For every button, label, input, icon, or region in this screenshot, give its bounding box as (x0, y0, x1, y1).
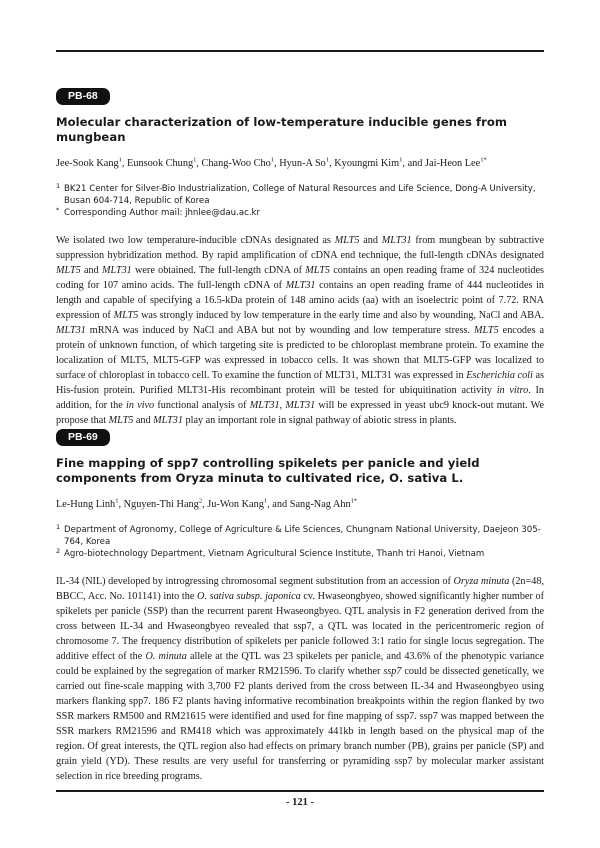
italic-term: O. minuta (145, 651, 187, 662)
author-name: Ju-Won Kang (207, 499, 264, 510)
affiliation-line (56, 183, 544, 207)
author-affiliation-mark: 1* (480, 156, 487, 164)
author-name: Chang-Woo Cho (201, 158, 271, 169)
author-affiliation-mark: 1 (399, 156, 403, 164)
abstract-run: . In addition, for the (56, 385, 544, 411)
author-affiliation-mark: 1 (193, 156, 197, 164)
abstract-run: IL-34 (NIL) developed by introgressing chromosomal segment substitution from an accession of (56, 576, 454, 587)
author-name: Jee-Sook Kang (56, 158, 119, 169)
author-list: Le-Hung Linh$^1$, Nguyen-Thi Hang$^2$, Ju-Won Kang$^1$, and Sang-Nag Ahn$^{1*}$ (56, 497, 358, 510)
italic-term: ssp7 (383, 666, 402, 677)
author-affiliation-mark: 1 (325, 156, 330, 164)
italic-term: MLT5 (108, 415, 134, 426)
italic-term: Oryza minuta (453, 576, 510, 587)
abstract-entry-pb69 (56, 427, 544, 784)
affiliation-line (56, 207, 544, 219)
italic-term: MLT5 (56, 265, 81, 276)
abstract-run: functional analysis of (154, 400, 250, 411)
author-affiliation-mark: 1 (115, 497, 119, 505)
abstract-run: cv. Hwaseongbyeo, showed significantly higher number of spikelets per panicle (SSP) than the recurrent parent Hwaseongbyeo. QTL analysis in F2 generation derived from the cross between IL-34 and Hwaseongbyeo revealed that ssp7, a QTL was located in the pericentromeric region of chromosome 7. The frequency distribution of spikelets per panicle followed 3:1 ratio for single locus segregation. The additive effect of the (56, 591, 545, 662)
affiliation-list (56, 524, 544, 560)
affiliation-mark: 1 (56, 523, 61, 531)
affiliation-text: Department of Agronomy, College of Agriculture & Life Sciences, Chungnam National University, Daejeon 305-764, Korea (64, 525, 541, 547)
abstract-run: as His-fusion protein. Purified MLT31-His recombinant protein will be tested for ubiquitination activity (56, 370, 544, 396)
author-affiliation-mark: 1 (270, 156, 275, 164)
abstract-text (56, 233, 544, 428)
italic-term: MLT31 (101, 265, 132, 276)
abstract-run: contains an open reading frame of 324 nucleotides coding for 107 amino acids. The full-length cDNA of (56, 265, 544, 291)
author-name: Le-Hung Linh (56, 499, 116, 510)
italic-term: MLT31 (381, 235, 412, 246)
author-name: and Sang-Nag Ahn (272, 499, 351, 510)
abstract-run: will be expressed in yeast ubc9 knock-out mutant. We propose that (56, 400, 544, 426)
affiliation-text: Corresponding Author mail: jhnlee@dau.ac.kr (64, 208, 261, 218)
italic-term: MLT5 (305, 265, 330, 276)
affiliation-mark: 2 (56, 547, 61, 555)
abstract-text (56, 574, 544, 784)
abstract-run: encodes a protein of unknown function, of which targeting site is predicted to be chloroplast membrane protein. To examine the localization of MLT5, MLT5-GFP was expressed in tobacco cells. It was shown that MLT5-GFP was localized to surface of chloroplast in tobacco cell. To examine the function of MLT31, MLT31 was expressed in (56, 325, 544, 381)
entry-badge: PB-69 (56, 429, 110, 446)
abstract-run: allele at the QTL was 23 spikelets per panicle, and 43.6% of the phenotypic variance could be explained by the segregation of marker RM21596. To clarify whether (56, 651, 545, 677)
italic-term: MLT31 (153, 415, 183, 426)
author-name: and Jai-Heon Lee (407, 158, 481, 169)
entry-title: Fine mapping of spp7 controlling spikelets per panicle and yield components from Oryza minuta to cultivated rice, O. sativa L. (56, 456, 480, 485)
affiliation-list (56, 183, 544, 219)
affiliation-mark: * (56, 206, 60, 214)
abstract-run: and (133, 415, 154, 426)
italic-term: MLT31 (249, 400, 280, 411)
abstract-run: and (80, 265, 102, 276)
entry-title: Molecular characterization of low-temperature inducible genes from mungbean (56, 115, 508, 144)
author-affiliation-mark: 1 (263, 497, 268, 505)
italic-term: in vitro (496, 385, 529, 396)
abstract-run: was strongly induced by low temperature in the early time and also by wounding, NaCl and ABA. (138, 310, 545, 321)
author-affiliation-mark: 2 (198, 497, 203, 505)
affiliation-text: BK21 Center for Silver-Bio Industrialization, College of Natural Resources and Life Science, Dong-A University, Busan 604-714, Republic of Korea (64, 184, 536, 206)
abstract-run: from mungbean by subtractive suppression hybridization method. By rapid amplification of cDNA end technique, the full-length cDNAs designated (56, 235, 544, 261)
affiliation-line (56, 524, 544, 548)
italic-term: in vivo (126, 400, 155, 411)
affiliation-mark: 1 (56, 182, 61, 190)
italic-term: MLT5 (334, 235, 360, 246)
abstract-run: were obtained. The full-length cDNA of (131, 265, 306, 276)
abstract-run: play an important role in signal pathway of abiotic stress in plants. (182, 415, 457, 426)
italic-term: Escherichia coli (466, 370, 533, 381)
italic-term: MLT31 (285, 400, 316, 411)
author-affiliation-mark: 1* (350, 497, 358, 505)
abstract-run: mRNA was induced by NaCl and ABA but not by wounding and low temperature stress. (85, 325, 474, 336)
italic-term: MLT31 (56, 325, 86, 336)
affiliation-text: Agro-biotechnology Department, Vietnam Agricultural Science Institute, Thanh tri Hanoi, Vietnam (64, 549, 485, 559)
affiliation-line (56, 548, 544, 560)
abstract-run: We isolated two low temperature-inducible cDNAs designated as (56, 235, 335, 246)
abstract-run: could be dissected genetically, we carried out fine-scale mapping with 3,700 F2 plants derived from the cross between IL-34 and Hwaseongbyeo using markers flanking spp7. 186 F2 plants having informative recombination breakpoints within the region flanked by two SSR markers RM500 and RM21615 were identified and used for fine mapping of ssp7. ssp7 was mapped between the SSR markers RM21596 and RM418 which was approximately 441kb in length based on the physical map of the region. Of great interests, the QTL region also had effects on primary branch number (PB), grains per panicle (SP) and grain yield (YD). These results are very useful for transferring or pyramiding ssp7 by molecular marker assistant selection in rice breeding programs. (56, 666, 544, 782)
abstract-run: (2n=48, BBCC, Acc. No. 101141) into the (56, 576, 545, 602)
italic-term: MLT5 (113, 310, 139, 321)
author-list: Jee-Sook Kang$^1$, Eunsook Chung$^1$, Chang-Woo Cho$^1$, Hyun-A So$^1$, Kyoungmi Kim$^1$, and Jai-Heon Lee$^{1*}$ (56, 156, 487, 169)
italic-term: MLT5 (473, 325, 499, 336)
page-number: - 121 - (286, 797, 314, 808)
italic-term: O. sativa subsp. japonica (197, 591, 301, 602)
author-name: Eunsook Chung (127, 158, 194, 169)
entry-badge: PB-68 (56, 88, 110, 105)
top-rule (56, 50, 544, 52)
abstract-run: , (279, 400, 286, 411)
author-name: Hyun-A So (279, 158, 326, 169)
author-name: Kyoungmi Kim (334, 158, 400, 169)
abstract-entry-pb68 (56, 86, 544, 428)
italic-term: MLT31 (285, 280, 316, 291)
abstract-run: and (359, 235, 382, 246)
author-name: Nguyen-Thi Hang (123, 499, 199, 510)
abstract-run: contains an open reading frame of 444 nucleotides in length and capable of specifying a 16.5-kDa protein of 148 amino acids (aa) with an isoelectric point of 7.72. RNA expression of (56, 280, 544, 321)
author-affiliation-mark: 1 (118, 156, 122, 164)
bottom-rule (56, 790, 544, 792)
